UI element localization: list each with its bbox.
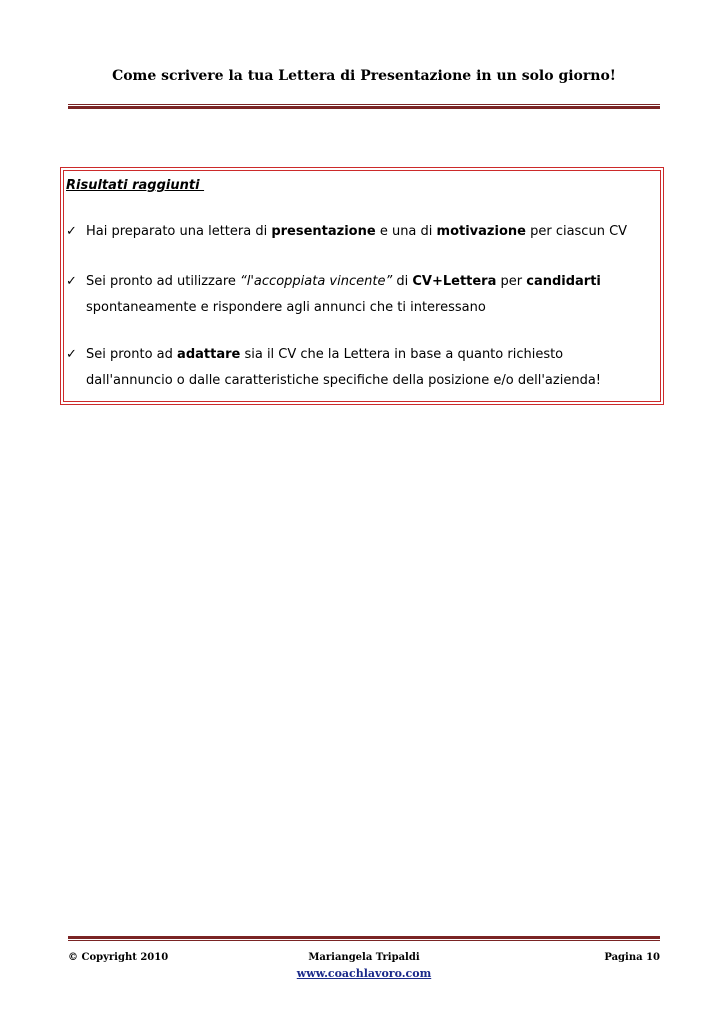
result-item-text: Hai preparato una lettera di [86, 224, 272, 239]
header-divider [68, 104, 660, 109]
result-item-text: CV+Lettera [412, 274, 497, 289]
result-item [66, 269, 601, 321]
footer-page-number: Pagina 10 [604, 952, 660, 963]
footer-website-link[interactable]: www.coachlavoro.com [296, 967, 432, 980]
result-item [66, 342, 601, 394]
result-item-text: per ciascun CV [525, 224, 628, 239]
result-item-text: adattare [177, 347, 241, 362]
result-item-text: sia il CV che la Lettera in base a quanto richiesto [240, 347, 564, 362]
result-item-line [66, 295, 601, 321]
result-item-line [66, 219, 627, 245]
footer-author: Mariangela Tripaldi [308, 952, 420, 963]
result-item-text: spontaneamente e rispondere agli annunci che ti interessano [86, 300, 486, 315]
checkmark-icon: ✓ [66, 274, 77, 289]
result-item-line [66, 342, 601, 368]
result-item-text: Sei pronto ad utilizzare [86, 274, 241, 289]
result-item-line [66, 269, 601, 295]
result-item-line [66, 368, 601, 394]
checkmark-icon: ✓ [66, 347, 77, 362]
result-item-text: presentazione [271, 224, 376, 239]
result-item-text: di [392, 274, 413, 289]
page-header-title: Come scrivere la tua Lettera di Presentazione in un solo giorno! [112, 68, 616, 84]
results-heading: Risultati raggiunti [66, 178, 205, 193]
result-item-text: motivazione [436, 224, 526, 239]
result-item-text: per [496, 274, 527, 289]
result-item-text: “l'accoppiata vincente” [240, 274, 393, 289]
result-item-text: e una di [375, 224, 437, 239]
result-item-text: dall'annuncio o dalle caratteristiche specifiche della posizione e/o dell'azienda! [86, 373, 602, 388]
checkmark-icon: ✓ [66, 224, 77, 239]
result-item-text: candidarti [526, 274, 601, 289]
result-item-text: Sei pronto ad [86, 347, 178, 362]
footer-author-block [264, 952, 464, 980]
footer-divider [68, 935, 660, 941]
result-item [66, 219, 627, 245]
footer-copyright: © Copyright 2010 [68, 952, 169, 963]
